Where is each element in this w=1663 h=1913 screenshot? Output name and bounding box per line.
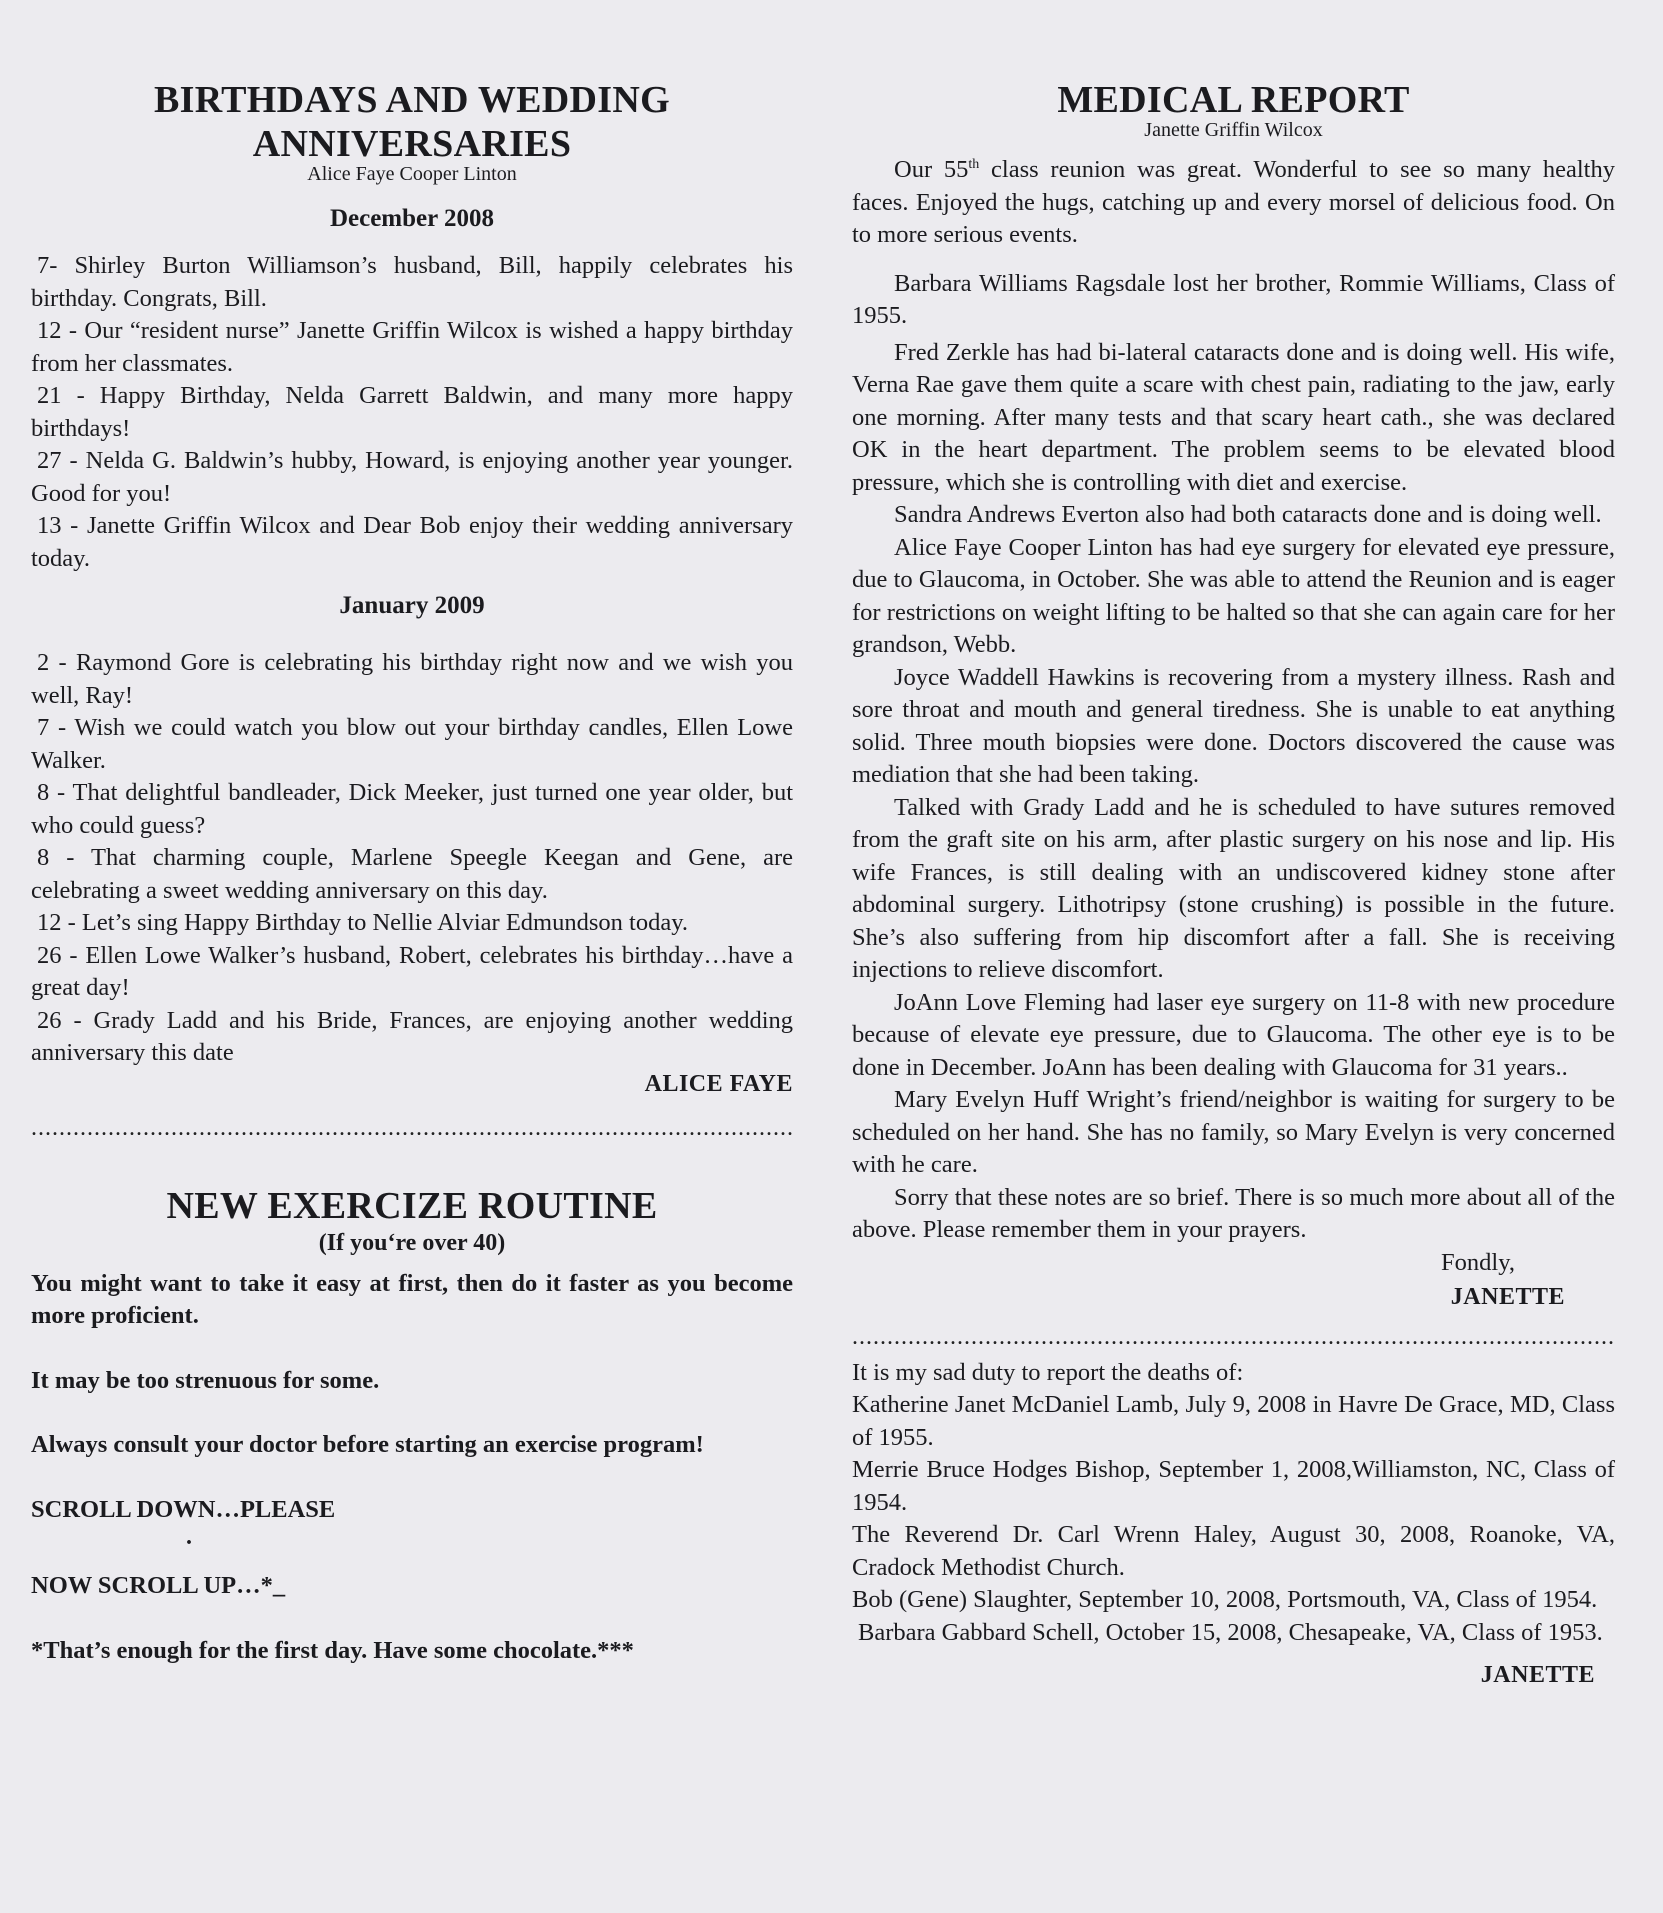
death-notice: Bob (Gene) Slaughter, September 10, 2008, Portsmouth, VA, Class of 1954. [852,1586,1598,1613]
exercise-paragraph: NOW SCROLL UP…*_ [31,1572,286,1599]
exercise-paragraph: You might want to take it easy at first, then do it faster as you become more proficient. [31,1269,793,1329]
dotted-divider [852,1325,1615,1349]
birthday-entry: 21 - Happy Birthday, Nelda Garrett Baldwin, and many more happy birthdays! [31,382,793,442]
anniversary-entry: 8 - That charming couple, Marlene Speegle Keegan and Gene, are celebrating a sweet wedding anniversary on this day. [31,844,793,904]
birthdays-signature: ALICE FAYE [644,1070,793,1097]
exercise-section [31,1184,793,1668]
dotted-divider [31,1116,793,1140]
death-notice: Barbara Gabbard Schell, October 15, 2008, Chesapeake, VA, Class of 1953. [858,1618,1603,1646]
medical-section [852,78,1615,1349]
medical-paragraph: Barbara Williams Ragsdale lost her brother, Rommie Williams, Class of 1955. [852,269,1615,329]
medical-intro [852,154,1615,252]
birthday-entry: 7 - Wish we could watch you blow out your birthday candles, Ellen Lowe Walker. [31,714,793,774]
exercise-subtitle: (If you‘re over 40) [318,1229,506,1256]
medical-paragraph: Joyce Waddell Hawkins is recovering from a mystery illness. Rash and sore throat and mouth and general tiredness. She is unable to eat anything solid. Three mouth biopsies were done. Doctors discovered the cause was mediation that she had been taking. [852,663,1615,788]
exercise-paragraph: SCROLL DOWN…PLEASE [31,1495,336,1523]
medical-paragraph: Talked with Grady Ladd and he is scheduled to have sutures removed from the graft site on his arm, after plastic surgery on his nose and lip. His wife Frances, is still dealing with an undiscovered kidney stone after abdominal surgery. Lithotripsy (stone crushing) is possible in the future. She’s also suffering from hip discomfort after a fall. She is receiving injections to relieve discomfort. [852,793,1615,983]
birthday-entry: 26 - Ellen Lowe Walker’s husband, Robert, celebrates his birthday…have a great day! [31,941,793,1001]
birthday-entry: 7- Shirley Burton Williamson’s husband, Bill, happily celebrates his birthday. Congrats, Bill. [31,252,793,312]
death-notice: The Reverend Dr. Carl Wrenn Haley, August 30, 2008, Roanoke, VA, Cradock Methodist Church. [852,1521,1615,1581]
medical-title: MEDICAL REPORT [1057,79,1410,121]
exercise-dot: . [186,1524,192,1550]
deaths-section [852,1357,1615,1692]
medical-paragraph: Sorry that these notes are so brief. There is so much more about all of the above. Please remember them in your prayers. [852,1183,1615,1243]
birthday-entry: 12 - Our “resident nurse” Janette Griffin Wilcox is wished a happy birthday from her classmates. [31,317,793,377]
anniversary-entry: 13 - Janette Griffin Wilcox and Dear Bob enjoy their wedding anniversary today. [31,512,793,572]
medical-signature: JANETTE [1450,1283,1565,1310]
month-heading-january: January 2009 [339,592,485,619]
left-column [31,68,793,1667]
medical-byline: Janette Griffin Wilcox [1144,119,1323,141]
birthday-entry: 2 - Raymond Gore is celebrating his birthday right now and we wish you well, Ray! [31,649,793,709]
exercise-title: NEW EXERCIZE ROUTINE [166,1184,658,1227]
birthday-entry: 8 - That delightful bandleader, Dick Meeker, just turned one year older, but who could guess? [31,779,793,839]
birthdays-title: BIRTHDAYS AND WEDDING ANNIVERSARIES [154,79,670,165]
month-heading-december: December 2008 [329,205,495,232]
intro-text-end: class reunion was great. Wonderful to see so many healthy faces. Enjoyed the hugs, catching up and every morsel of delicious food. On to more serious events. [852,156,1615,248]
exercise-paragraph: *That’s enough for the first day. Have some chocolate.*** [31,1636,634,1664]
medical-paragraph: Mary Evelyn Huff Wright’s friend/neighbor is waiting for surgery to be scheduled on her hand. She has no family, so Mary Evelyn is very concerned with he care. [852,1086,1615,1178]
deaths-signature: JANETTE [1480,1662,1595,1688]
exercise-paragraph: Always consult your doctor before starting an exercise program! [31,1431,704,1458]
birthday-entry: 27 - Nelda G. Baldwin’s hubby, Howard, is enjoying another year younger. Good for you! [31,447,793,507]
death-notice: Merrie Bruce Hodges Bishop, September 1, 2008,Williamston, NC, Class of 1954. [852,1456,1615,1516]
right-column [852,68,1615,1691]
birthday-entry: 12 - Let’s sing Happy Birthday to Nellie Alviar Edmundson today. [37,909,688,936]
birthdays-section [31,78,793,1140]
medical-paragraph: Sandra Andrews Everton also had both cataracts done and is doing well. [894,501,1602,528]
intro-text-start: Our 55 [894,156,969,183]
birthdays-byline: Alice Faye Cooper Linton [307,163,517,185]
death-notice: Katherine Janet McDaniel Lamb, July 9, 2008 in Havre De Grace, MD, Class of 1955. [852,1391,1615,1451]
anniversary-entry: 26 - Grady Ladd and his Bride, Frances, are enjoying another wedding anniversary this date [31,1006,793,1066]
deaths-intro: It is my sad duty to report the deaths of: [852,1358,1244,1386]
medical-paragraph: Fred Zerkle has had bi-lateral cataracts done and is doing well. His wife, Verna Rae gave them quite a scare with chest pain, radiating to the jaw, early one morning. After many tests and that scary heart cath., she was declared OK in the heart department. The problem seems to be elevated blood pressure, which she is controlling with diet and exercise. [852,338,1615,496]
exercise-paragraph: It may be too strenuous for some. [31,1366,380,1394]
medical-paragraph: Alice Faye Cooper Linton has had eye surgery for elevated eye pressure, due to Glaucoma, in October. She was able to attend the Reunion and is eager for restrictions on weight lifting to be halted so that she can again care for her grandson, Webb. [852,533,1615,658]
medical-paragraph: JoAnn Love Fleming had laser eye surgery on 11-8 with new procedure because of elevate eye pressure, due to Glaucoma. The other eye is to be done in December. JoAnn has been dealing with Glaucoma for 31 years.. [852,988,1615,1081]
intro-superscript: th [968,156,980,172]
medical-closing: Fondly, [1441,1248,1515,1276]
